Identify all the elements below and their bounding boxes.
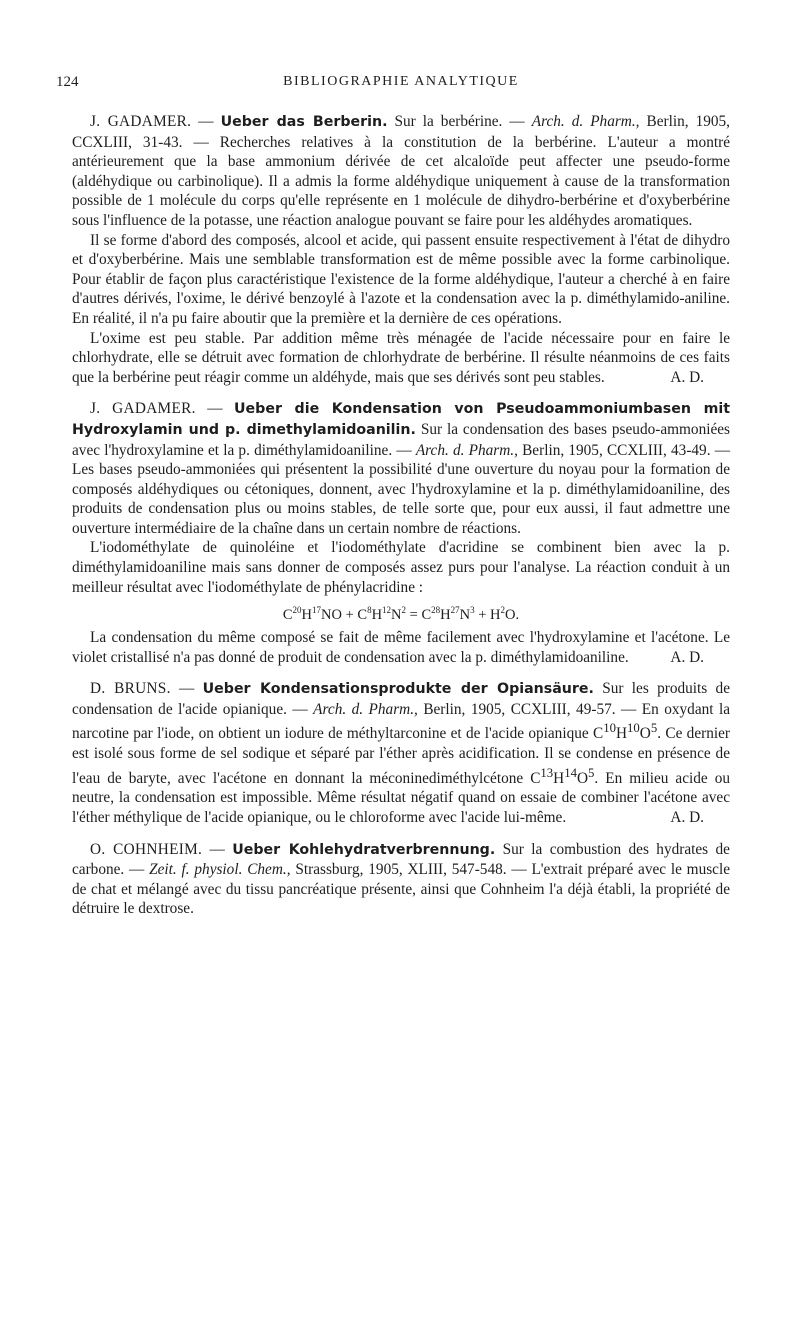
- entry-lead: Sur les produits de condensation de l'acide opianique. —: [72, 680, 730, 718]
- entry-journal: Arch. d. Pharm.,: [415, 441, 518, 459]
- entry-author: O. COHNHEIM.: [90, 840, 203, 858]
- entry-title: Ueber das Berberin.: [220, 114, 388, 130]
- entry-journal: Zeit. f. physiol. Chem.,: [149, 861, 291, 879]
- entry-text: La condensation du même composé se fait de même facilement avec l'hydroxylamine et l'acétone. Le violet cristallisé n'a pas donné de produit de condensation avec la p. diméthylamidoaniline.: [72, 629, 730, 666]
- entry-journal: Arch. d. Pharm.,: [313, 700, 418, 718]
- entry-author: J. GADAMER.: [90, 113, 192, 130]
- entry-paragraph: [72, 329, 730, 388]
- entry-text: L'oxime est peu stable. Par addition même très ménagée de l'acide nécessaire pour en faire le chlorhydrate, elle se détruit avec formation de chlorhydrate de berbérine. Il résulte néanmoins de ces faits que la berbérine peut réagir comme un aldéhyde, mais que ses dérivés sont peu stables.: [72, 329, 730, 386]
- entry-title: Ueber Kohlehydratverbrennung.: [232, 841, 496, 858]
- entry-paragraph: J. GADAMER. — Ueber die Kondensation von Pseudoammoniumbasen mit Hydroxylamin und p. dimethylamidoanilin. Sur la condensation des bases pseudo-ammoniées avec l'hydroxylamine et la p. diméthylamidoaniline. — Arch. d. Pharm., Berlin, 1905, CCXLIII, 43-49. — Les bases pseudo-ammoniées qui présentent la possibilité d'une ouverture du noyau pour la formation de composés aldéhydiques ou cétoniques, donnent, avec l'hydroxylamine et la p. diméthylamidoaniline, des produits de condensation plus ou moins stables, de telle sorte que, pour eux aussi, il faut admettre une ouverture intermédiaire de la chaîne dans un certain nombre de réactions.: [72, 400, 731, 537]
- document-page: [56, 70, 731, 919]
- entry-paragraph: L'iodométhylate de quinoléine et l'iodométhylate d'acridine se combinent bien avec la p. diméthylamidoaniline mais sans donner de composés assez purs pour l'analyse. La réaction conduit à un meilleur résultat avec l'iodométhylate de phénylacridine :: [72, 539, 730, 596]
- entry-lead: Sur la berbérine. —: [394, 113, 525, 130]
- entry-paragraph: Il se forme d'abord des composés, alcool et acide, qui passent ensuite respectivement à l'état de dihydro et d'oxyberbérine. Mais une semblable transformation est de même possible avec la forme carbinolique. Pour établir de façon plus caractéristique l'existence de la forme aldéhydique, l'auteur a cherché à en faire d'autres dérivés, l'oxime, le dérivé benzoylé à l'azote et la condensation avec la p. diméthylamido-aniline. En réalité, il n'a pu faire aboutir que la première et la dernière de ces opérations.: [72, 231, 730, 327]
- entry-text: Berlin, 1905, CCXLIII, 49-57. — En oxydant la narcotine par l'iode, on obtient un iodure de méthyltarconine et de l'acide opianique C: [72, 700, 731, 743]
- bibliography-entry: [72, 679, 730, 827]
- entry-paragraph: O. COHNHEIM. — Ueber Kohlehydratverbrennung. Sur la combustion des hydrates de carbone. — Zeit. f. physiol. Chem., Strassburg, 1905, XLIII, 547-548. — L'extrait préparé avec le muscle de chat et mélangé avec du tissu pancréatique présente, ainsi que Cohnheim l'a déjà établi, la propriété de détruire le dextrose.: [72, 840, 731, 918]
- bibliography-entry: [72, 112, 730, 387]
- entry-title: Ueber die Kondensation von Pseudoammoniumbasen mit Hydroxylamin und p. dimethylamidoanilin.: [72, 401, 730, 438]
- entry-signature: A. D.: [670, 368, 704, 386]
- page-number: 124: [56, 74, 79, 90]
- running-title: BIBLIOGRAPHIE ANALYTIQUE: [283, 74, 519, 89]
- page-header: [56, 70, 730, 100]
- entry-author: D. BRUNS.: [90, 680, 171, 698]
- bibliography-entry: [72, 399, 730, 667]
- chemical-formula: $C^{20}H^{17}NO + C^8H^{12}N^2 = C^{28}H^{27}N^3 + H^2O$.: [282, 605, 520, 624]
- entry-signature: A. D.: [670, 648, 704, 666]
- entry-paragraph: [72, 628, 730, 667]
- entry-paragraph: D. BRUNS. — Ueber Kondensationsprodukte der Opiansäure. Sur les produits de condensation de l'acide opianique. — Arch. d. Pharm., Berlin, 1905, CCXLIII, 49-57. — En oxydant la narcotine par l'iode, on obtient un iodure de méthyltarconine et de l'acide opianique $C^{10}H^{10}O^5$. Ce dernier est isolé sous forme de sel sodique et séparé par l'éther après acidification. Il se condense en présence de l'eau de baryte, avec l'acétone en donnant la méconinediméthylcétone $C^{13}H^{14}O^5$. En milieu acide ou neutre, la condensation est impossible. Même résultat négatif quand on essaie de combiner l'acétone avec l'éther méthylique de l'acide opianique, ou le chloroforme avec l'acide lui-même. A. D.: [72, 680, 731, 827]
- entry-text: Berlin, 1905, CCXLIII, 31-43. — Recherches relatives à la constitution de la berbérine. L'auteur a montré antérieurement que la base ammonium dérivée de cet alcaloïde peut affecter une pseudo-forme (aldéhydique ou carbinolique). Il a admis la forme aldéhydique uniquement à cause de la transformation possible de 1 molécule du corps qu'elle représente en 1 molécule de dihydro-berbérine et d'oxyberbérine sous l'influence de la potasse, une réaction analogue pouvant se faire pour les aldéhydes aromatiques.: [72, 113, 731, 229]
- entry-text: Berlin, 1905, CCXLIII, 43-49. — Les bases pseudo-ammoniées qui présentent la possibilité d'une ouverture du noyau pour la formation de composés aldéhydiques ou cétoniques, donnent, avec l'hydroxylamine et la p. diméthylamidoaniline, des produits de condensation plus ou moins stables, de telle sorte que, pour eux aussi, il faut admettre une ouverture intermédiaire de la chaîne dans un certain nombre de réactions.: [72, 441, 731, 537]
- entry-lead: Sur la condensation des bases pseudo-ammoniées avec l'hydroxylamine et la p. diméthylamidoaniline. —: [72, 420, 730, 459]
- entry-journal: Arch. d. Pharm.,: [531, 113, 640, 130]
- entry-lead: Sur la combustion des hydrates de carbone. —: [72, 840, 730, 879]
- bibliography-entry: [72, 840, 730, 919]
- entry-author: J. GADAMER.: [90, 400, 196, 418]
- entry-title: Ueber Kondensationsprodukte der Opiansäure.: [202, 681, 594, 698]
- entry-paragraph: J. GADAMER. — Ueber das Berberin. Sur la berbérine. — Arch. d. Pharm., Berlin, 1905, CCXLIII, 31-43. — Recherches relatives à la constitution de la berbérine. L'auteur a montré antérieurement que la base ammonium dérivée de cet alcaloïde peut affecter une pseudo-forme (aldéhydique ou carbinolique). Il a admis la forme aldéhydique uniquement à cause de la transformation possible de 1 molécule du corps qu'elle représente en 1 molécule de dihydro-berbérine et d'oxyberbérine sous l'influence de la potasse, une réaction analogue pouvant se faire pour les aldéhydes aromatiques.: [72, 113, 731, 229]
- entry-signature: A. D.: [670, 809, 704, 827]
- entry-text: Strassburg, 1905, XLIII, 547-548. — L'extrait préparé avec le muscle de chat et mélangé avec du tissu pancréatique présente, ainsi que Cohnheim l'a déjà établi, la propriété de détruire le dextrose.: [72, 861, 731, 918]
